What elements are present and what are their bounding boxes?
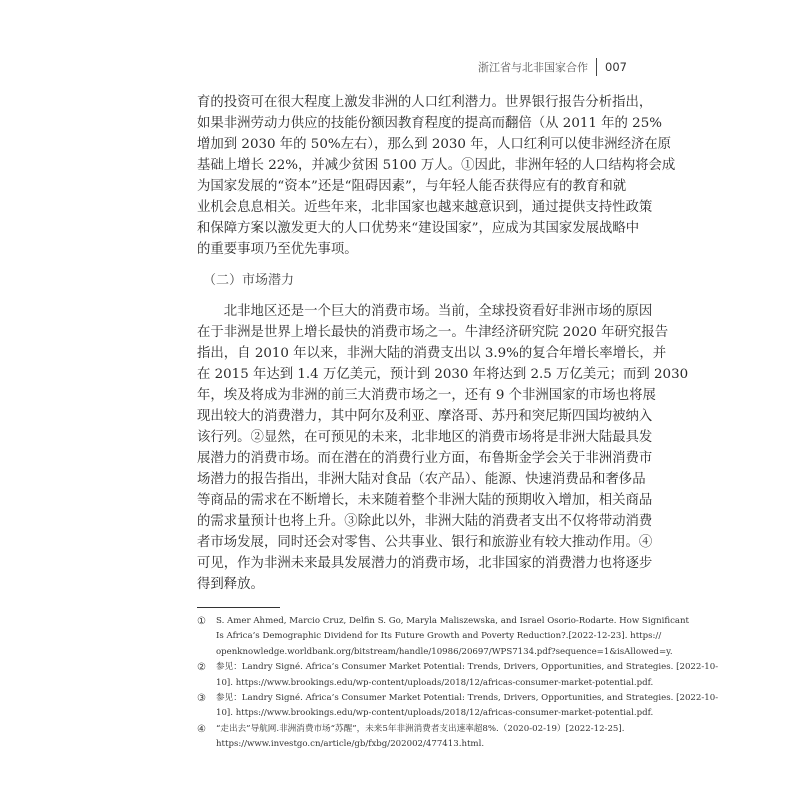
text-line: 的需求量预计也将上升。③除此以外，非洲大陆的消费者支出不仅将带动消费 [197,514,653,529]
text-line: 展潜力的消费市场。而在潜在的消费行业方面，布鲁斯金学会关于非洲消费市 [197,451,653,466]
text-line: 等商品的需求在不断增长，未来随着整个非洲大陆的预期收入增加，相关商品 [197,493,653,508]
footnote-line: 参见：Landry Signé. Africa’s Consumer Market Potential: Trends, Drivers, Opportunities, and Strategies. [2022-10- [216,692,719,703]
running-title: 浙江省与北非国家合作 [478,61,589,74]
footnote-rule [197,607,280,608]
text-line: 如果非洲劳动力供应的技能份额因教育程度的提高而翻倍（从 2011 年的 25% [197,116,662,131]
footnote [197,614,690,660]
text-line: 在于非洲是世界上增长最快的消费市场之一。牛津经济研究院 2020 年研究报告 [197,325,669,340]
footnotes [197,614,719,753]
text-line: 北非地区还是一个巨大的消费市场。当前，全球投资看好非洲市场的原因 [197,304,653,319]
footnote [197,691,719,722]
page-number: 007 [605,60,627,74]
footnote [197,660,719,691]
running-header [478,58,627,76]
footnote-line: “走出去”导航网.非洲消费市场“苏醒”，未来5年非洲消费者支出速率超8%.（2020-02-19）[2022-12-25]. [216,723,625,734]
footnote-number: ① [197,616,206,627]
text-line: 得到释放。 [197,577,264,592]
footnote-line: 10]. https://www.brookings.edu/wp-content/uploads/2018/12/africas-consumer-market-potential.pdf. [216,708,654,719]
footnote [197,722,625,753]
text-line: 基础上增长 22%，并减少贫困 5100 万人。①因此，非洲年轻的人口结构将会成 [197,158,676,173]
text-line: 可见，作为非洲未来最具发展潜力的消费市场，北非国家的消费潜力也将逐步 [197,556,653,571]
header-divider [596,58,597,76]
text-line: 育的投资可在很大程度上激发非洲的人口红利潜力。世界银行报告分析指出， [197,95,653,110]
paragraph-market-potential [197,301,689,595]
footnote-number: ③ [197,692,206,704]
footnote-line: 10]. https://www.brookings.edu/wp-content/uploads/2018/12/africas-consumer-market-potential.pdf. [216,677,654,688]
footnote-line: Is Africa’s Demographic Dividend for Its Future Growth and Poverty Reduction?.[2022-12-23]. https:// [216,631,662,642]
text-line: 为国家发展的“资本”还是“阻碍因素”，与年轻人能否获得应有的教育和就 [197,179,627,194]
text-line: 的重要事项乃至优先事项。 [197,242,358,257]
text-line: 和保障方案以激发更大的人口优势来“建设国家”，应成为其国家发展战略中 [197,221,640,236]
text-line: 业机会息息相关。近些年来，北非国家也越来越意识到，通过提供支持性政策 [197,200,653,215]
text-line: 年，埃及将成为非洲的前三大消费市场之一，还有 9 个非洲国家的市场也将展 [197,388,656,403]
text-line: 增加到 2030 年的 50%左右），那么到 2030 年，人口红利可以使非洲经济在原 [197,137,672,152]
text-line: 指出，自 2010 年以来，非洲大陆的消费支出以 3.9%的复合年增长率增长，并 [197,346,667,361]
footnote-line: openknowledge.worldbank.org/bitstream/handle/10986/20697/WPS7134.pdf?sequence=1&isAllowed=y. [216,646,673,657]
footnote-line: 参见：Landry Signé. Africa’s Consumer Market Potential: Trends, Drivers, Opportunities, and Strategies. [2022-10- [216,662,719,673]
footnote-line: S. Amer Ahmed, Marcio Cruz, Delfin S. Go, Maryla Maliszewska, and Israel Osorio-Rodarte. How Significant [216,616,690,626]
footnote-number: ④ [197,723,206,735]
section-heading: （二）市场潜力 [203,273,295,288]
text-line: 者市场发展，同时还会对零售、公共事业、银行和旅游业有较大推动作用。④ [197,535,653,550]
footnote-line: https://www.investgo.cn/article/gb/fxbg/202002/477413.html. [216,739,485,750]
paragraph-demographic [197,92,676,260]
text-line: 在 2015 年达到 1.4 万亿美元，预计到 2030 年将达到 2.5 万亿美元；而到 2030 [197,367,689,382]
text-line: 现出较大的消费潜力，其中阿尔及利亚、摩洛哥、苏丹和突尼斯四国均被纳入 [197,409,653,424]
footnote-number: ② [197,662,206,674]
text-line: 场潜力的报告指出，非洲大陆对食品（农产品）、能源、快速消费品和奢侈品 [197,472,646,487]
text-line: 该行列。②显然，在可预见的未来，北非地区的消费市场将是非洲大陆最具发 [197,430,653,445]
